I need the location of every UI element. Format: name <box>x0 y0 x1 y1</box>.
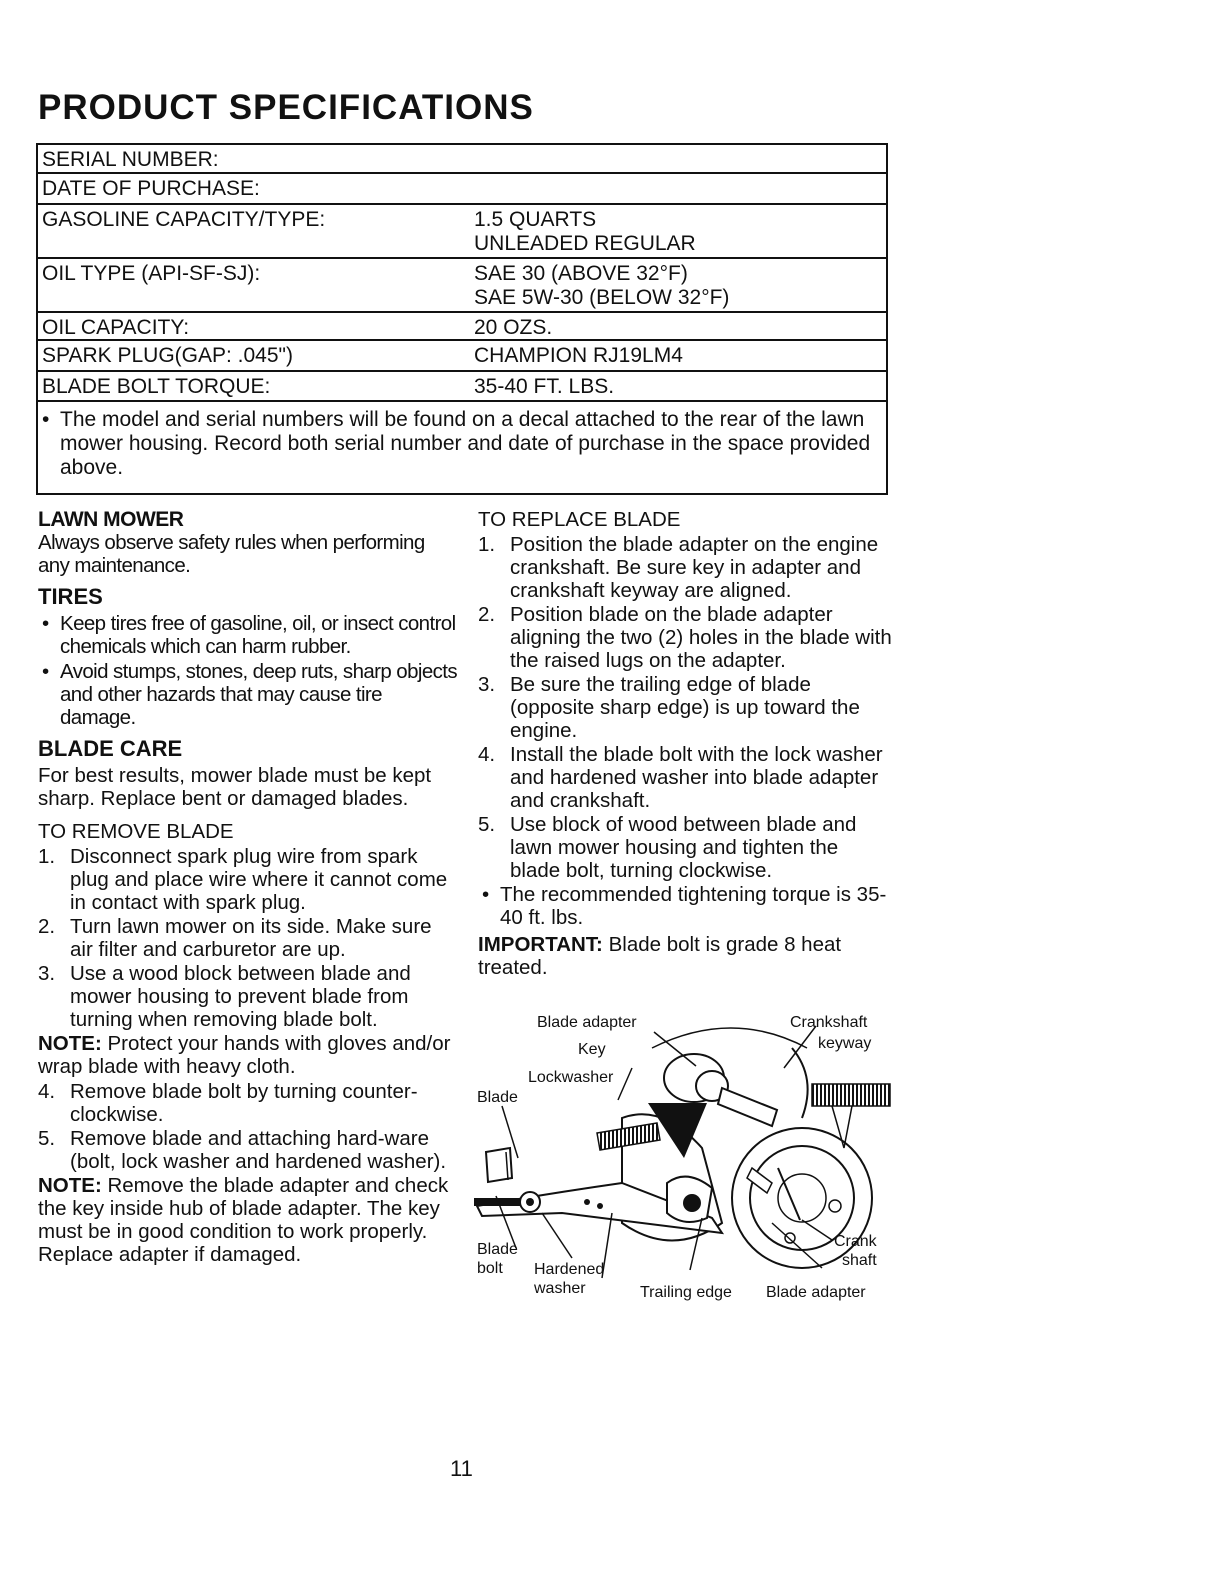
step-number: 1. <box>478 533 496 556</box>
label-line: bolt <box>477 1260 503 1277</box>
step-text: Remove blade bolt by turning counter-clockwise. <box>70 1080 418 1126</box>
label-blade-bolt <box>477 1240 518 1278</box>
label-blade: Blade <box>477 1089 518 1106</box>
step-number: 2. <box>38 915 56 938</box>
label-line: Hardened <box>534 1261 605 1278</box>
label-line: shaft <box>842 1252 877 1269</box>
note-text: Protect your hands with gloves and/or wrap blade with heavy cloth. <box>38 1032 451 1078</box>
spec-label: GASOLINE CAPACITY/TYPE: <box>42 208 326 231</box>
replace-steps-list <box>478 533 893 882</box>
spec-label: SPARK PLUG(GAP: .045") <box>42 344 293 367</box>
list-item <box>38 915 458 961</box>
step-number: 4. <box>478 743 496 766</box>
spec-value-line: SAE 5W-30 (BELOW 32°F) <box>474 286 730 309</box>
blade-care-heading: BLADE CARE <box>38 736 183 761</box>
spec-label: SERIAL NUMBER: <box>42 148 219 171</box>
note-gloves <box>38 1032 458 1078</box>
remove-blade-heading: TO REMOVE BLADE <box>38 820 234 843</box>
spec-label: DATE OF PURCHASE: <box>42 177 260 200</box>
label-blade-adapter-top: Blade adapter <box>537 1014 637 1031</box>
step-text: Remove blade and attaching hard-ware (bolt, lock washer and hardened washer). <box>70 1127 447 1173</box>
note-label: NOTE: <box>38 1174 102 1197</box>
replace-blade-heading: TO REPLACE BLADE <box>478 508 681 531</box>
label-keyway: keyway <box>818 1035 872 1052</box>
lawnmower-heading: LAWN MOWER <box>38 508 184 531</box>
blade-assembly-diagram <box>472 1008 892 1308</box>
label-crank-shaft <box>832 1232 877 1270</box>
step-number: 3. <box>38 962 56 985</box>
important-label: IMPORTANT: <box>478 933 603 956</box>
spec-note-text: The model and serial numbers will be found on a decal attached to the rear of the lawn mower housing. Record both serial number and date of purchase in the space provided above. <box>60 408 871 479</box>
step-number: 5. <box>38 1127 56 1150</box>
label-crankshaft: Crankshaft <box>790 1014 868 1031</box>
spec-value: 35-40 FT. LBS. <box>474 375 615 398</box>
important-note <box>478 933 893 979</box>
torque-list <box>478 883 893 929</box>
spec-row-spark-plug <box>38 341 886 372</box>
note-label: NOTE: <box>38 1032 102 1055</box>
lawnmower-text: Always observe safety rules when performing any maintenance. <box>38 531 425 577</box>
label-blade-adapter-bottom: Blade adapter <box>766 1284 866 1301</box>
list-item <box>38 1127 458 1173</box>
spec-value: CHAMPION RJ19LM4 <box>474 344 683 367</box>
list-item <box>38 962 458 1031</box>
note-adapter <box>38 1174 458 1266</box>
step-number: 4. <box>38 1080 56 1103</box>
spec-row-oil-capacity <box>38 313 886 341</box>
left-column <box>38 508 458 1268</box>
list-item: • The recommended tightening torque is 35-40 ft. lbs. <box>478 883 893 929</box>
list-item <box>38 1080 458 1126</box>
blade-care-text: For best results, mower blade must be kept sharp. Replace bent or damaged blades. <box>38 764 432 810</box>
spec-label: OIL TYPE (API-SF-SJ): <box>42 262 261 285</box>
bullet-glyph: • <box>42 408 50 431</box>
spec-value-line: SAE 30 (ABOVE 32°F) <box>474 262 688 285</box>
spec-value <box>474 208 696 256</box>
spec-row-gasoline <box>38 205 886 259</box>
label-line: washer <box>534 1280 586 1297</box>
step-number: 1. <box>38 845 56 868</box>
step-text: Use a wood block between blade and mower housing to prevent blade from turning when removing blade bolt. <box>70 962 411 1031</box>
tires-list <box>38 612 458 729</box>
step-text: Be sure the trailing edge of blade (opposite sharp edge) is up toward the engine. <box>510 673 860 742</box>
tires-heading: TIRES <box>38 584 103 609</box>
step-text: Position the blade adapter on the engine crankshaft. Be sure key in adapter and crankshaft keyway are aligned. <box>510 533 879 602</box>
spec-note <box>38 402 886 480</box>
list-item <box>38 845 458 914</box>
label-hardened-washer <box>534 1260 604 1298</box>
step-text: Use block of wood between blade and lawn mower housing and tighten the blade bolt, turning clockwise. <box>510 813 857 882</box>
spec-value-line: UNLEADED REGULAR <box>474 232 696 255</box>
label-lockwasher: Lockwasher <box>528 1069 614 1086</box>
remove-steps-list <box>38 845 458 1031</box>
page-title: PRODUCT SPECIFICATIONS <box>38 88 534 127</box>
step-text: Disconnect spark plug wire from spark plug and place wire where it cannot come in contact with spark plug. <box>70 845 448 914</box>
step-text: Install the blade bolt with the lock washer and hardened washer into blade adapter and crankshaft. <box>510 743 883 812</box>
spec-value: 20 OZS. <box>474 316 553 339</box>
spec-row-serial-number <box>38 145 886 174</box>
spec-value <box>474 262 729 310</box>
label-key: Key <box>578 1041 606 1058</box>
spec-label: OIL CAPACITY: <box>42 316 190 339</box>
spec-row-date-of-purchase <box>38 174 886 205</box>
spec-row-blade-bolt-torque <box>38 372 886 402</box>
remove-steps-list-cont <box>38 1080 458 1173</box>
step-text: Position blade on the blade adapter aligning the two (2) holes in the blade with the raised lugs on the adapter. <box>510 603 892 672</box>
important-text: Blade bolt is grade 8 heat treated. <box>478 933 842 979</box>
step-number: 3. <box>478 673 496 696</box>
right-column <box>478 508 893 979</box>
spec-label: BLADE BOLT TORQUE: <box>42 375 271 398</box>
label-line: Blade <box>477 1241 518 1258</box>
note-text: Remove the blade adapter and check the key inside hub of blade adapter. The key must be in good condition to work properly. Replace adapter if damaged. <box>38 1174 449 1266</box>
spec-row-oil-type <box>38 259 886 313</box>
step-number: 5. <box>478 813 496 836</box>
specifications-table <box>36 143 888 495</box>
label-line: Crank <box>834 1233 877 1250</box>
label-trailing-edge: Trailing edge <box>640 1284 732 1301</box>
list-item: • Avoid stumps, stones, deep ruts, sharp objects and other hazards that may cause tire damage. <box>38 660 458 729</box>
step-number: 2. <box>478 603 496 626</box>
list-item <box>478 533 893 602</box>
page-number: 11 <box>450 1456 473 1481</box>
list-item <box>478 603 893 672</box>
list-item <box>478 743 893 812</box>
spec-value-line: 1.5 QUARTS <box>474 208 597 231</box>
step-text: Turn lawn mower on its side. Make sure air filter and carburetor are up. <box>70 915 432 961</box>
list-item: • Keep tires free of gasoline, oil, or insect control chemicals which can harm rubber. <box>38 612 458 658</box>
list-item <box>478 813 893 882</box>
list-item <box>478 673 893 742</box>
